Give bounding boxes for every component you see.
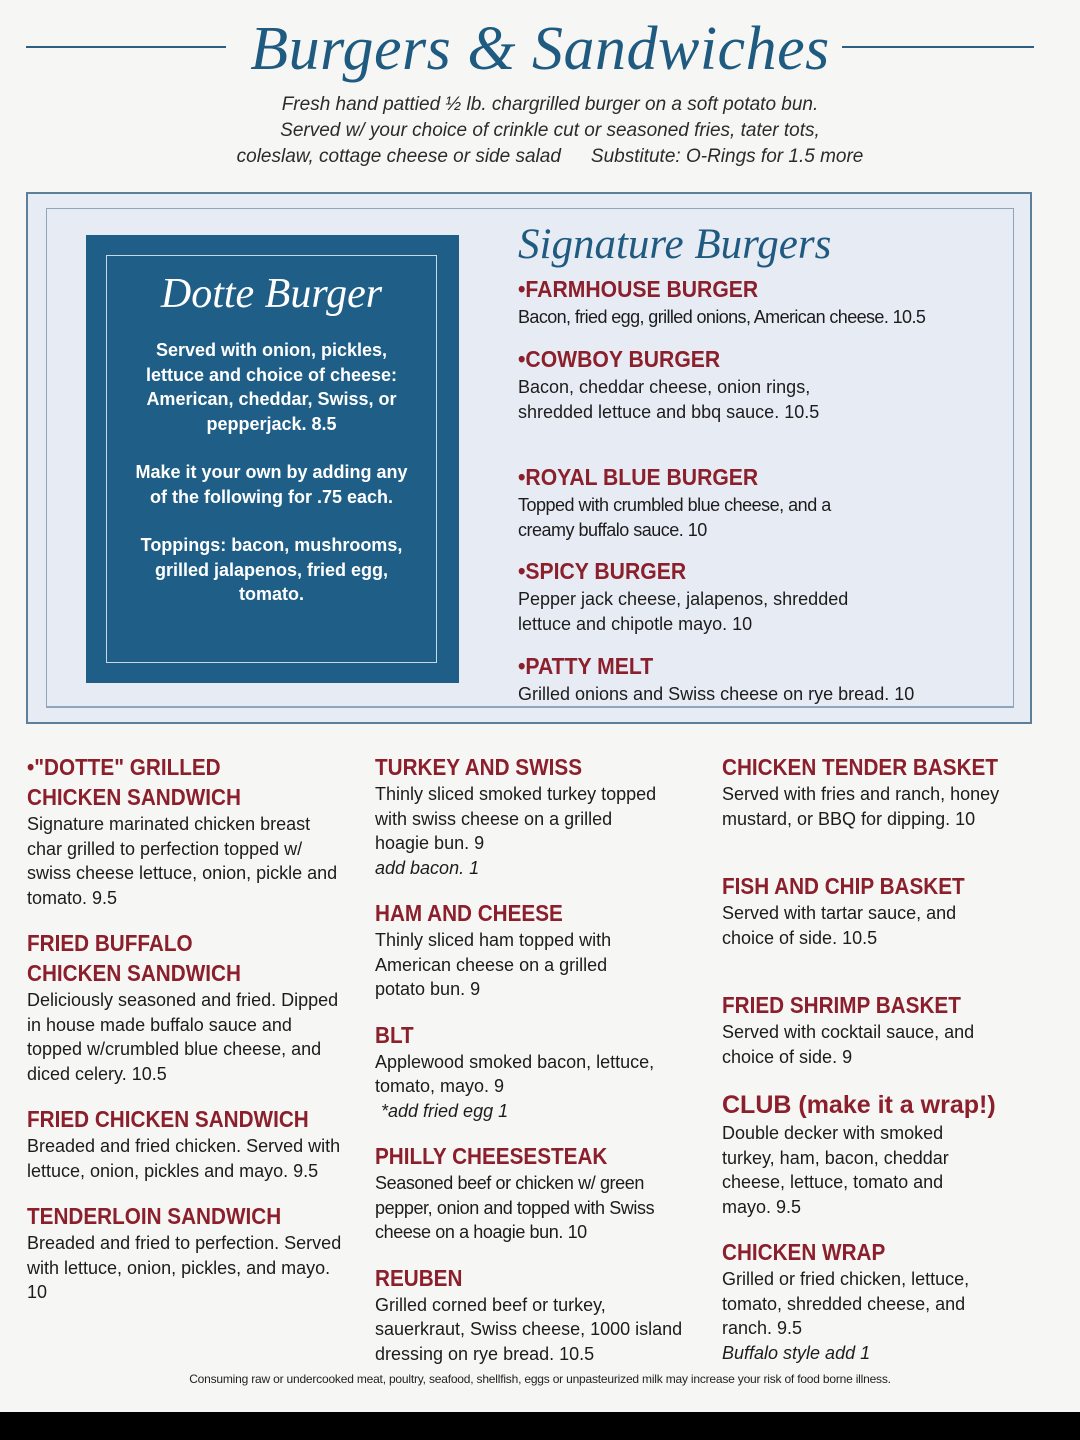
item-name: •SPICY BURGER [518, 558, 687, 584]
item-desc: Bacon, cheddar cheese, onion rings, shredded lettuce and bbq sauce. 10.5 [518, 377, 820, 422]
item-desc: Grilled corned beef or turkey, sauerkraut, Swiss cheese, 1000 island dressing on rye bread. 10.5 [375, 1294, 683, 1364]
item-addon: *add fried egg 1 [381, 1100, 509, 1121]
item-desc: Deliciously seasoned and fried. Dipped in house made buffalo sauce and topped w/crumbled blue cheese, and diced celery. 10.5 [27, 990, 339, 1084]
menu-item-club [722, 1089, 997, 1219]
menu-item-fish-and-chip-basket [722, 871, 972, 950]
item-name: TENDERLOIN SANDWICH [27, 1203, 282, 1229]
item-name: FRIED SHRIMP BASKET [722, 992, 961, 1018]
signature-item-royal-blue [518, 463, 848, 542]
item-desc: Signature marinated chicken breast char grilled to perfection topped w/ swiss cheese lettuce, onion, pickle and tomato. 9.5 [27, 814, 338, 908]
item-addon: add bacon. 1 [375, 857, 480, 878]
menu-item-dotte-grilled-chicken [27, 752, 347, 910]
menu-item-philly-cheesesteak [375, 1141, 705, 1245]
item-name: HAM AND CHEESE [375, 900, 563, 926]
menu-item-turkey-and-swiss [375, 752, 665, 880]
item-name: PHILLY CHEESESTEAK [375, 1143, 608, 1169]
item-name: REUBEN [375, 1264, 463, 1291]
intro-line-3 [150, 144, 950, 170]
menu-item-fried-chicken-sandwich [27, 1104, 347, 1183]
item-name-line-2: CHICKEN SANDWICH [27, 960, 241, 986]
menu-item-fried-shrimp-basket [722, 990, 982, 1069]
menu-item-chicken-tender-basket [722, 752, 1052, 831]
menu-item-chicken-wrap [722, 1237, 982, 1365]
item-name: TURKEY AND SWISS [375, 754, 583, 780]
signature-item-spicy [518, 557, 903, 636]
item-name: •FARMHOUSE BURGER [518, 276, 759, 302]
item-name: FRIED CHICKEN SANDWICH [27, 1106, 309, 1132]
dotte-burger-custom: Make it your own by adding any of the following for .75 each. [135, 462, 408, 507]
sandwich-column-1 [27, 752, 347, 1305]
item-desc: Breaded and fried to perfection. Served with lettuce, onion, pickles, and mayo. 10 [27, 1233, 342, 1302]
item-desc: Served with fries and ranch, honey mustard, or BBQ for dipping. 10 [722, 784, 1000, 829]
item-name: FRIED BUFFALO [27, 930, 193, 956]
item-desc: Topped with crumbled blue cheese, and a creamy buffalo sauce. 10 [518, 495, 831, 540]
item-name: BLT [375, 1021, 414, 1048]
menu-item-fried-buffalo-chicken [27, 928, 347, 1086]
item-desc: Thinly sliced ham topped with American cheese on a grilled potato bun. 9 [375, 930, 612, 999]
signature-item-farmhouse [518, 275, 988, 330]
intro-sides: coleslaw, cottage cheese or side salad [236, 146, 561, 167]
sandwich-column-2 [375, 752, 705, 1366]
intro-line-1: Fresh hand pattied ½ lb. chargrilled burger on a soft potato bun. [281, 94, 819, 115]
menu-item-blt [375, 1020, 665, 1124]
item-desc: Seasoned beef or chicken w/ green pepper, onion and topped with Swiss cheese on a hoagie bun. 10 [375, 1173, 655, 1242]
food-safety-disclaimer: Consuming raw or undercooked meat, poultry, seafood, shellfish, eggs or unpasteurized milk may increase your risk of food borne illness. [189, 1372, 891, 1386]
menu-item-ham-and-cheese [375, 898, 645, 1002]
item-name: CHICKEN TENDER BASKET [722, 754, 999, 780]
item-desc: Served with tartar sauce, and choice of side. 10.5 [722, 903, 957, 948]
page-title: Burgers & Sandwiches [238, 15, 841, 83]
dotte-burger-inner [106, 255, 437, 663]
item-desc: Grilled or fried chicken, lettuce, tomato, shredded cheese, and ranch. 9.5 [722, 1269, 970, 1338]
item-name: •COWBOY BURGER [518, 346, 721, 372]
item-desc: Applewood smoked bacon, lettuce, tomato, mayo. 9 [375, 1051, 655, 1096]
signature-title: Signature Burgers [518, 221, 832, 268]
item-desc: Pepper jack cheese, jalapenos, shredded lettuce and chipotle mayo. 10 [518, 589, 849, 634]
item-name: FISH AND CHIP BASKET [722, 873, 965, 899]
item-name: •ROYAL BLUE BURGER [518, 464, 759, 490]
item-name: •"DOTTE" GRILLED [27, 754, 221, 780]
dotte-burger-toppings: Toppings: bacon, mushrooms, grilled jalapenos, fried egg, tomato. [140, 535, 403, 604]
item-desc: Thinly sliced smoked turkey topped with swiss cheese on a grilled hoagie bun. 9 [375, 784, 657, 853]
page-title-wrap [0, 14, 1080, 85]
item-name: CLUB (make it a wrap!) [722, 1091, 996, 1119]
item-name: CHICKEN WRAP [722, 1239, 886, 1265]
intro-line-2: Served w/ your choice of crinkle cut or seasoned fries, tater tots, [280, 120, 820, 141]
sandwich-column-3 [722, 752, 1052, 1365]
menu-item-reuben [375, 1263, 695, 1367]
signature-item-patty-melt [518, 652, 988, 707]
item-desc: Served with cocktail sauce, and choice of side. 9 [722, 1022, 975, 1067]
item-desc: Double decker with smoked turkey, ham, bacon, cheddar cheese, lettuce, tomato and mayo. 9.5 [722, 1123, 949, 1217]
item-desc: Bacon, fried egg, grilled onions, American cheese. 10.5 [518, 307, 926, 327]
burger-intro [150, 92, 950, 170]
dotte-burger-box [86, 235, 459, 683]
item-name-line-2: CHICKEN SANDWICH [27, 784, 241, 810]
intro-substitute: Substitute: O-Rings for 1.5 more [590, 146, 864, 167]
dotte-burger-desc: Served with onion, pickles, lettuce and choice of cheese: American, cheddar, Swiss, or pepperjack. 8.5 [145, 340, 398, 434]
menu-item-tenderloin-sandwich [27, 1201, 347, 1305]
item-name: •PATTY MELT [518, 653, 654, 679]
dotte-burger-title: Dotte Burger [160, 271, 383, 317]
item-addon: Buffalo style add 1 [722, 1342, 871, 1363]
signature-item-cowboy [518, 345, 863, 424]
item-desc: Breaded and fried chicken. Served with lettuce, onion, pickles and mayo. 9.5 [27, 1136, 341, 1181]
item-desc: Grilled onions and Swiss cheese on rye bread. 10 [518, 684, 915, 704]
